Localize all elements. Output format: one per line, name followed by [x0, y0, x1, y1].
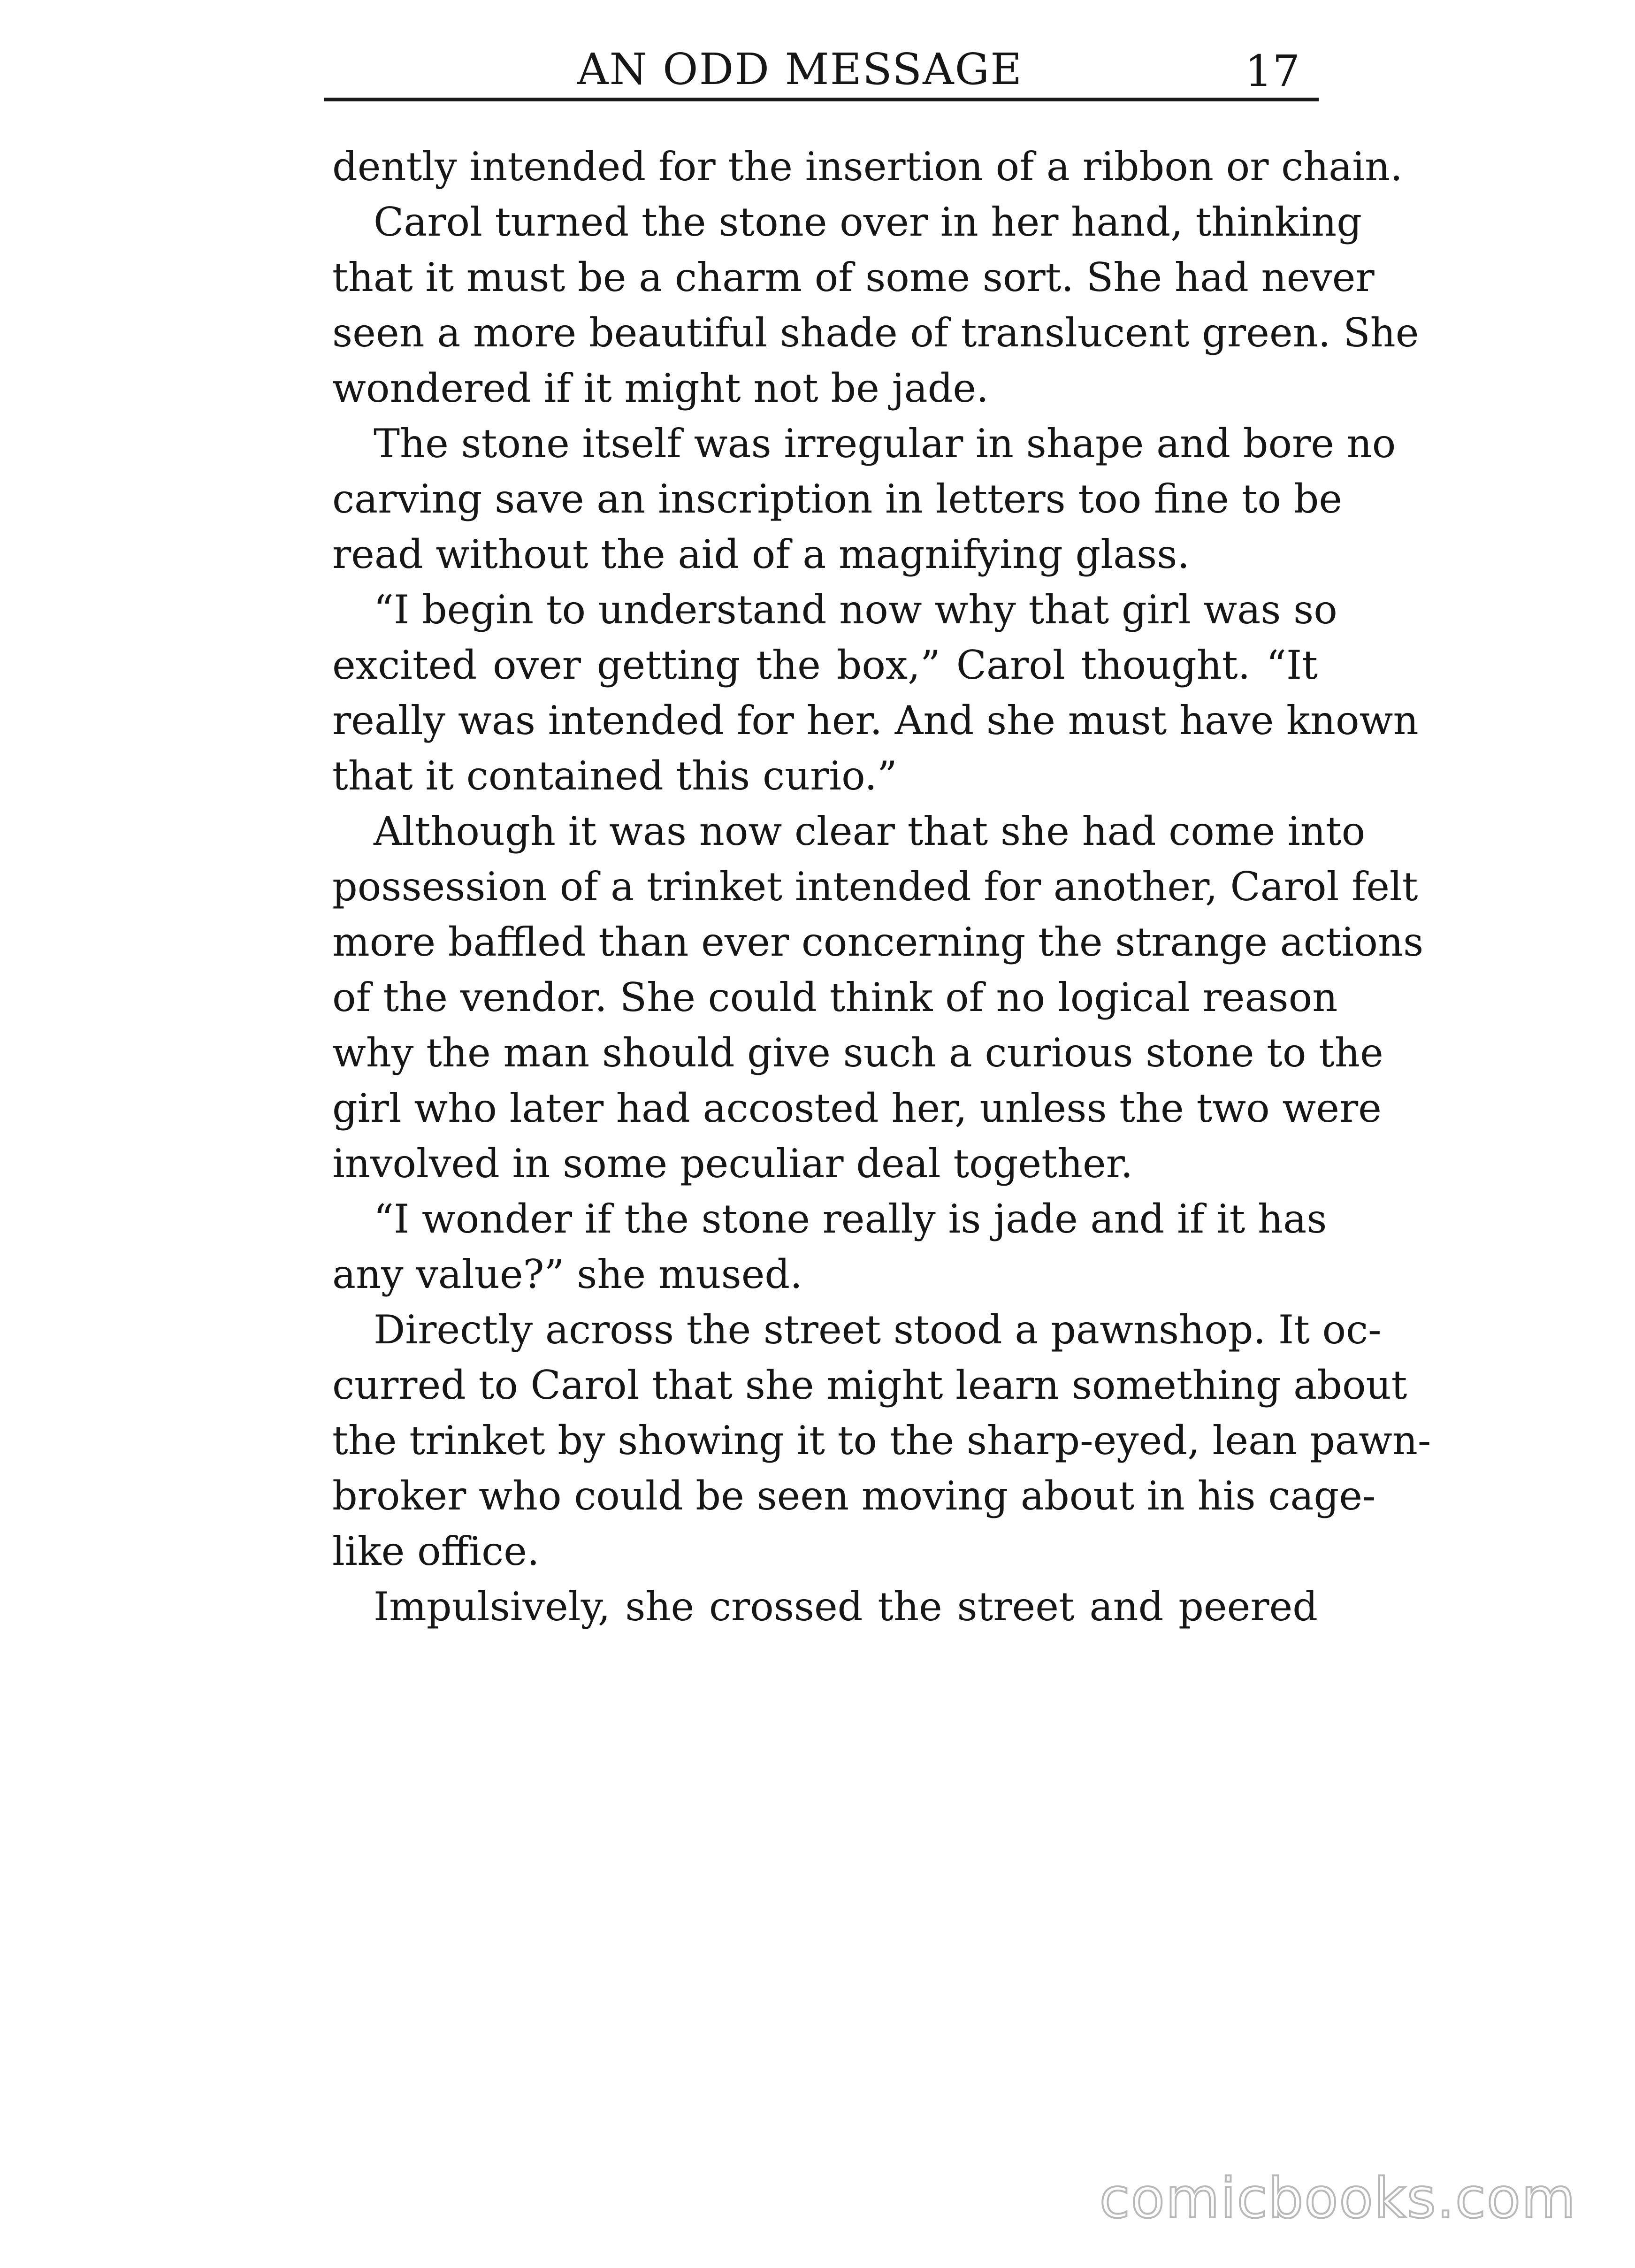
text-line: read without the aid of a magnifying glass. — [332, 531, 1190, 577]
body-text — [332, 139, 1431, 1634]
watermark-text: comicbooks.com — [1099, 2166, 1576, 2230]
text-line: girl who later had accosted her, unless the two were — [332, 1085, 1382, 1131]
text-line: carving save an inscription in letters too fine to be — [332, 476, 1343, 522]
text-line: the trinket by showing it to the sharp-eyed, lean pawn- — [332, 1418, 1431, 1463]
text-line: more baffled than ever concerning the strange actions — [332, 919, 1424, 965]
text-line: excited over getting the box,” Carol thought. “It — [332, 642, 1318, 688]
text-line: Although it was now clear that she had come into — [374, 808, 1366, 854]
text-line: involved in some peculiar deal together. — [332, 1141, 1133, 1187]
text-line: The stone itself was irregular in shape and bore no — [374, 421, 1396, 467]
text-line: that it contained this curio.” — [332, 753, 897, 799]
text-line: of the vendor. She could think of no logical reason — [332, 974, 1338, 1020]
text-line: wondered if it might not be jade. — [332, 365, 989, 411]
header-rule — [324, 98, 1319, 101]
text-line: “I begin to understand now why that girl was so — [374, 587, 1337, 633]
text-line: Carol turned the stone over in her hand, thinking — [374, 199, 1362, 245]
text-line: dently intended for the insertion of a ribbon or chain. — [332, 144, 1403, 190]
running-title: AN ODD MESSAGE — [577, 44, 1023, 94]
text-line: that it must be a charm of some sort. She had never — [332, 254, 1375, 300]
text-line: broker who could be seen moving about in his cage- — [332, 1473, 1376, 1519]
text-line: possession of a trinket intended for another, Carol felt — [332, 864, 1418, 910]
page-header — [324, 33, 1319, 103]
text-line: any value?” she mused. — [332, 1251, 802, 1297]
text-line: like office. — [332, 1528, 540, 1574]
text-line: Directly across the street stood a pawnshop. It oc- — [374, 1307, 1382, 1353]
text-line: Impulsively, she crossed the street and peered — [374, 1584, 1318, 1630]
text-line: really was intended for her. And she must have known — [332, 697, 1419, 743]
page-number: 17 — [1245, 46, 1300, 96]
text-line: why the man should give such a curious stone to the — [332, 1030, 1383, 1076]
text-line: seen a more beautiful shade of translucent green. She — [332, 310, 1419, 356]
text-line: curred to Carol that she might learn something about — [332, 1362, 1407, 1408]
text-line: “I wonder if the stone really is jade and if it has — [374, 1196, 1327, 1242]
